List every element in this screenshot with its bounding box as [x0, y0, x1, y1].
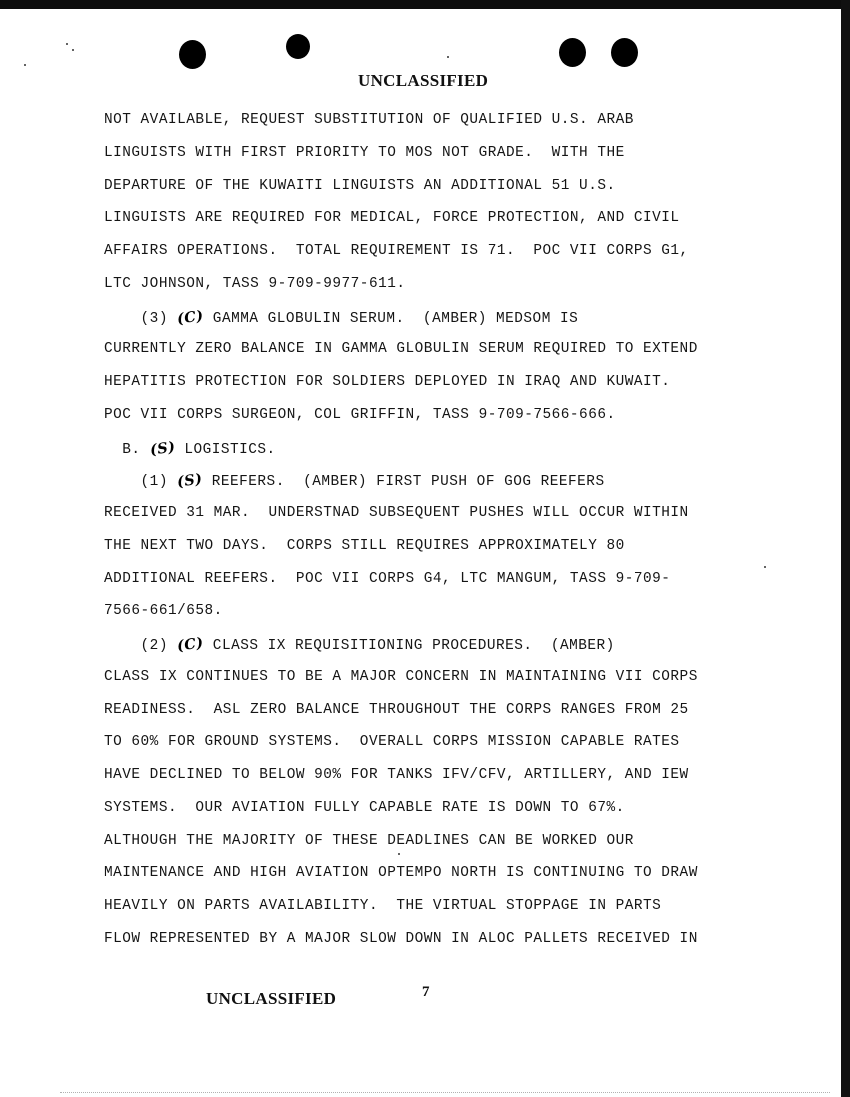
paragraph-heading: GAMMA GLOBULIN SERUM. (AMBER) MEDSOM IS: [203, 310, 579, 327]
body-line: [104, 472, 605, 490]
body-line: ALTHOUGH THE MAJORITY OF THESE DEADLINES CAN BE WORKED OUR: [104, 832, 634, 849]
body-line: TO 60% FOR GROUND SYSTEMS. OVERALL CORPS MISSION CAPABLE RATES: [104, 734, 680, 751]
punch-hole: [286, 34, 310, 59]
body-line: RECEIVED 31 MAR. UNDERSTNAD SUBSEQUENT PUSHES WILL OCCUR WITHIN: [104, 505, 689, 521]
scan-speck: [24, 64, 26, 66]
body-line: ADDITIONAL REEFERS. POC VII CORPS G4, LTC MANGUM, TASS 9-709-: [104, 570, 671, 587]
punch-hole: [179, 40, 206, 69]
page-number: 7: [422, 984, 430, 1000]
body-line: CURRENTLY ZERO BALANCE IN GAMMA GLOBULIN SERUM REQUIRED TO EXTEND: [104, 341, 698, 358]
paragraph-number: B.: [104, 441, 150, 458]
body-line: FLOW REPRESENTED BY A MAJOR SLOW DOWN IN ALOC PALLETS RECEIVED IN: [104, 930, 698, 947]
body-line: DEPARTURE OF THE KUWAITI LINGUISTS AN ADDITIONAL 51 U.S.: [104, 177, 616, 194]
paragraph-number: (1): [104, 474, 178, 491]
scan-top-border: [0, 0, 850, 9]
scan-speck: [447, 56, 449, 58]
paragraph-heading: REEFERS. (AMBER) FIRST PUSH OF GOG REEFERS: [202, 474, 605, 491]
body-line: HAVE DECLINED TO BELOW 90% FOR TANKS IFV/CFV, ARTILLERY, AND IEW: [104, 767, 689, 783]
body-line: LTC JOHNSON, TASS 9-709-9977-611.: [104, 275, 406, 292]
scan-speck: [398, 853, 400, 855]
paragraph-heading: LOGISTICS.: [175, 441, 276, 458]
body-line: NOT AVAILABLE, REQUEST SUBSTITUTION OF QUALIFIED U.S. ARAB: [104, 112, 634, 128]
body-line: HEAVILY ON PARTS AVAILABILITY. THE VIRTUAL STOPPAGE IN PARTS: [104, 898, 662, 914]
body-line: 7566-661/658.: [104, 603, 223, 620]
body-line: LINGUISTS WITH FIRST PRIORITY TO MOS NOT GRADE. WITH THE: [104, 144, 625, 161]
punch-hole: [611, 38, 638, 67]
body-line: AFFAIRS OPERATIONS. TOTAL REQUIREMENT IS 71. POC VII CORPS G1,: [104, 243, 689, 259]
body-line: SYSTEMS. OUR AVIATION FULLY CAPABLE RATE IS DOWN TO 67%.: [104, 799, 625, 816]
scan-speck: [72, 49, 74, 51]
body-line: CLASS IX CONTINUES TO BE A MAJOR CONCERN IN MAINTAINING VII CORPS: [104, 668, 698, 685]
body-line: THE NEXT TWO DAYS. CORPS STILL REQUIRES APPROXIMATELY 80: [104, 537, 625, 554]
header-classification: UNCLASSIFIED: [358, 71, 489, 90]
body-line: [104, 306, 579, 328]
body-line: MAINTENANCE AND HIGH AVIATION OPTEMPO NORTH IS CONTINUING TO DRAW: [104, 865, 698, 882]
scan-speck: [66, 43, 68, 45]
footer-classification: UNCLASSIFIED: [206, 989, 337, 1008]
paragraph-number: (2): [104, 638, 178, 654]
paragraph-heading: CLASS IX REQUISITIONING PROCEDURES. (AMBER): [203, 638, 615, 654]
body-line: [104, 437, 276, 459]
classification-mark: (C): [176, 634, 205, 655]
scan-bottom-noise: [60, 1080, 830, 1093]
punch-hole: [559, 38, 586, 67]
scan-speck: [764, 566, 766, 568]
paragraph-number: (3): [104, 310, 178, 327]
body-line: LINGUISTS ARE REQUIRED FOR MEDICAL, FORCE PROTECTION, AND CIVIL: [104, 210, 680, 227]
body-line: [104, 636, 615, 654]
body-line: HEPATITIS PROTECTION FOR SOLDIERS DEPLOYED IN IRAQ AND KUWAIT.: [104, 374, 671, 390]
body-line: POC VII CORPS SURGEON, COL GRIFFIN, TASS 9-709-7566-666.: [104, 406, 616, 423]
classification-mark: (S): [148, 437, 177, 459]
scan-right-border: [841, 0, 850, 1097]
classification-mark: (C): [176, 306, 205, 328]
classification-mark: (S): [176, 470, 204, 491]
body-line: READINESS. ASL ZERO BALANCE THROUGHOUT THE CORPS RANGES FROM 25: [104, 701, 689, 718]
